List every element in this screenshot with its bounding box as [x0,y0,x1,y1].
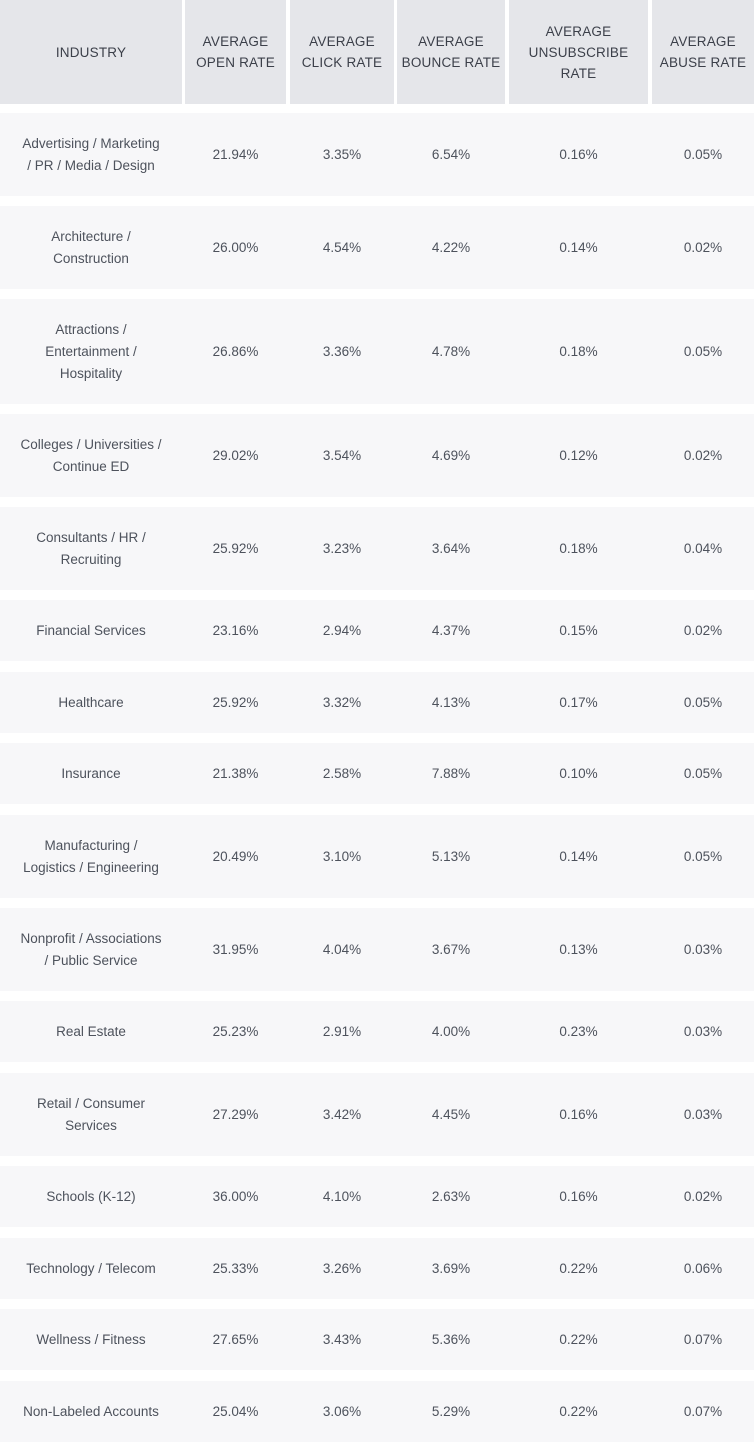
industry-label-line: Consultants / HR / [36,529,146,545]
header-industry [0,0,182,104]
cell-value: 25.23% [212,1023,259,1039]
cell-value: 2.58% [322,765,362,781]
table-row [0,1238,754,1299]
industry-label-line: Retail / Consumer [36,1095,146,1111]
cell-value: 0.15% [559,622,598,638]
cell-value: 0.16% [559,1188,598,1204]
table-row [0,206,754,289]
header-line: RATE [560,65,597,81]
cell-value: 20.49% [212,848,259,864]
table-row [0,414,754,497]
industry-label-line: Logistics / Engineering [23,859,159,875]
cell-bounce-rate [397,206,505,289]
cell-open-rate [185,815,286,898]
cell-abuse-rate [652,1073,754,1156]
industry-label-line: Entertainment / [45,343,137,359]
industry-label-line: Manufacturing / [44,837,138,853]
cell-value: 25.04% [212,1403,259,1419]
industry-label-line: / Public Service [44,952,138,968]
cell-value: 0.14% [559,239,598,255]
table-row [0,299,754,404]
cell-value: 4.78% [431,343,471,359]
cell-unsubscribe-rate [509,1166,648,1227]
cell-value: 3.69% [431,1260,471,1276]
cell-industry [0,1073,182,1156]
cell-value: 3.35% [322,146,362,162]
cell-value: 3.23% [322,540,362,556]
header-click-rate [290,0,394,104]
cell-open-rate [185,1073,286,1156]
cell-value: 0.18% [559,540,598,556]
cell-value: 3.26% [322,1260,362,1276]
cell-unsubscribe-rate [509,815,648,898]
cell-open-rate [185,908,286,991]
industry-label-line: Non-Labeled Accounts [23,1403,159,1419]
cell-value: 2.63% [431,1188,471,1204]
cell-click-rate [290,206,394,289]
cell-value: 0.17% [559,694,598,710]
industry-label-line: Technology / Telecom [26,1260,156,1276]
cell-open-rate [185,1001,286,1062]
cell-abuse-rate [652,743,754,804]
cell-value: 27.65% [212,1331,259,1347]
cell-abuse-rate [652,1381,754,1442]
header-line: AVERAGE [309,34,375,49]
cell-unsubscribe-rate [509,908,648,991]
cell-value: 25.92% [212,540,259,556]
cell-unsubscribe-rate [509,414,648,497]
cell-value: 0.02% [683,239,723,255]
cell-industry [0,507,182,590]
cell-value: 0.10% [559,765,598,781]
cell-value: 25.92% [212,694,259,710]
table-row [0,815,754,898]
cell-unsubscribe-rate [509,206,648,289]
cell-open-rate [185,299,286,404]
cell-value: 6.54% [431,146,471,162]
industry-label-line: Real Estate [56,1023,126,1039]
industry-label-line: Hospitality [59,365,123,381]
cell-bounce-rate [397,908,505,991]
cell-value: 5.36% [431,1331,471,1347]
cell-value: 0.05% [683,765,723,781]
cell-value: 21.38% [212,765,259,781]
cell-abuse-rate [652,672,754,733]
cell-value: 5.13% [431,848,471,864]
cell-abuse-rate [652,1238,754,1299]
cell-open-rate [185,1381,286,1442]
cell-value: 0.07% [683,1331,723,1347]
cell-value: 0.22% [559,1403,598,1419]
cell-value: 26.86% [212,343,259,359]
cell-abuse-rate [652,206,754,289]
cell-bounce-rate [397,1073,505,1156]
cell-unsubscribe-rate [509,507,648,590]
industry-label-line: Nonprofit / Associations [20,930,162,946]
cell-value: 0.05% [683,848,723,864]
cell-open-rate [185,1166,286,1227]
cell-abuse-rate [652,815,754,898]
table-row [0,113,754,196]
cell-unsubscribe-rate [509,1381,648,1442]
cell-unsubscribe-rate [509,1238,648,1299]
cell-click-rate [290,743,394,804]
industry-label-line: Architecture / [51,228,131,244]
cell-unsubscribe-rate [509,600,648,661]
cell-bounce-rate [397,507,505,590]
cell-value: 4.37% [431,622,471,638]
cell-value: 0.16% [559,146,598,162]
cell-bounce-rate [397,1238,505,1299]
header-line: ABUSE RATE [659,55,747,70]
cell-unsubscribe-rate [509,1073,648,1156]
header-line: BOUNCE RATE [401,55,501,70]
header-bounce-rate [397,0,505,104]
table-row [0,1001,754,1062]
cell-open-rate [185,1238,286,1299]
industry-label-line: Colleges / Universities / [20,436,162,452]
industry-label-line: / PR / Media / Design [27,157,155,173]
cell-abuse-rate [652,908,754,991]
cell-industry [0,672,182,733]
cell-value: 3.10% [322,848,362,864]
cell-value: 0.14% [559,848,598,864]
cell-value: 2.94% [322,622,362,638]
cell-abuse-rate [652,414,754,497]
cell-bounce-rate [397,815,505,898]
cell-value: 0.03% [683,1106,723,1122]
cell-value: 4.22% [431,239,471,255]
industry-label-line: Recruiting [60,551,122,567]
header-line: UNSUBSCRIBE [528,44,629,60]
cell-value: 25.33% [212,1260,259,1276]
cell-abuse-rate [652,507,754,590]
cell-bounce-rate [397,1309,505,1370]
cell-value: 0.22% [559,1331,598,1347]
cell-value: 36.00% [212,1188,259,1204]
cell-click-rate [290,908,394,991]
cell-value: 2.91% [322,1023,362,1039]
table-row [0,1166,754,1227]
cell-abuse-rate [652,113,754,196]
cell-bounce-rate [397,1001,505,1062]
cell-unsubscribe-rate [509,113,648,196]
cell-value: 4.00% [431,1023,471,1039]
cell-click-rate [290,1001,394,1062]
cell-value: 7.88% [431,765,471,781]
cell-unsubscribe-rate [509,299,648,404]
cell-bounce-rate [397,1381,505,1442]
cell-value: 4.54% [322,239,362,255]
cell-click-rate [290,1309,394,1370]
header-abuse-rate [652,0,754,104]
cell-value: 0.03% [683,1023,723,1039]
cell-click-rate [290,672,394,733]
cell-click-rate [290,507,394,590]
cell-value: 4.69% [431,447,471,463]
cell-click-rate [290,1238,394,1299]
cell-industry [0,1309,182,1370]
cell-industry [0,113,182,196]
cell-bounce-rate [397,414,505,497]
cell-value: 0.02% [683,1188,723,1204]
cell-value: 4.10% [322,1188,362,1204]
cell-click-rate [290,1381,394,1442]
cell-industry [0,815,182,898]
cell-value: 0.05% [683,343,723,359]
cell-industry [0,414,182,497]
cell-click-rate [290,1166,394,1227]
cell-abuse-rate [652,299,754,404]
table-row [0,743,754,804]
cell-value: 0.02% [683,447,723,463]
industry-label-line: Financial Services [36,622,146,638]
cell-unsubscribe-rate [509,1001,648,1062]
cell-value: 0.04% [683,540,723,556]
cell-industry [0,600,182,661]
cell-industry [0,1238,182,1299]
cell-bounce-rate [397,1166,505,1227]
cell-industry [0,908,182,991]
cell-click-rate [290,1073,394,1156]
table-row [0,600,754,661]
header-open-rate [185,0,286,104]
cell-open-rate [185,743,286,804]
cell-click-rate [290,414,394,497]
cell-value: 0.16% [559,1106,598,1122]
cell-open-rate [185,507,286,590]
cell-value: 0.07% [683,1403,723,1419]
cell-unsubscribe-rate [509,672,648,733]
cell-industry [0,1166,182,1227]
table-row [0,908,754,991]
industry-label-line: Attractions / [55,321,127,337]
header-line: AVERAGE [545,23,612,39]
cell-value: 4.45% [431,1106,471,1122]
cell-value: 0.22% [559,1260,598,1276]
industry-label-line: Schools (K-12) [46,1188,136,1204]
table-row [0,507,754,590]
cell-industry [0,1001,182,1062]
header-line: AVERAGE [202,34,269,49]
cell-bounce-rate [397,672,505,733]
header-line: AVERAGE [418,34,484,49]
cell-open-rate [185,1309,286,1370]
cell-industry [0,299,182,404]
table-row [0,672,754,733]
industry-label-line: Services [65,1117,117,1133]
cell-value: 3.64% [431,540,471,556]
cell-value: 3.43% [322,1331,362,1347]
header-line: OPEN RATE [196,55,275,70]
cell-value: 0.23% [559,1023,598,1039]
cell-bounce-rate [397,113,505,196]
cell-value: 3.32% [322,694,362,710]
cell-value: 0.13% [559,941,598,957]
cell-industry [0,1381,182,1442]
cell-value: 3.36% [322,343,362,359]
cell-value: 26.00% [212,239,259,255]
header-line: AVERAGE [670,34,736,49]
header-line: CLICK RATE [301,55,383,70]
cell-bounce-rate [397,743,505,804]
cell-click-rate [290,600,394,661]
cell-abuse-rate [652,1001,754,1062]
cell-industry [0,206,182,289]
cell-open-rate [185,600,286,661]
cell-value: 0.05% [683,146,723,162]
cell-industry [0,743,182,804]
cell-value: 23.16% [212,622,259,638]
cell-value: 31.95% [212,941,259,957]
cell-value: 0.03% [683,941,723,957]
cell-value: 5.29% [431,1403,471,1419]
cell-open-rate [185,206,286,289]
cell-abuse-rate [652,600,754,661]
cell-value: 27.29% [212,1106,259,1122]
cell-value: 29.02% [212,447,259,463]
cell-unsubscribe-rate [509,743,648,804]
cell-value: 4.13% [431,694,471,710]
cell-bounce-rate [397,299,505,404]
industry-label-line: Healthcare [58,694,124,710]
cell-abuse-rate [652,1166,754,1227]
cell-value: 3.06% [322,1403,362,1419]
industry-label-line: Construction [53,250,129,266]
cell-value: 3.42% [322,1106,362,1122]
cell-bounce-rate [397,600,505,661]
cell-abuse-rate [652,1309,754,1370]
cell-click-rate [290,113,394,196]
cell-value: 0.06% [683,1260,723,1276]
cell-open-rate [185,414,286,497]
cell-value: 0.18% [559,343,598,359]
cell-value: 0.12% [559,447,598,463]
cell-click-rate [290,815,394,898]
cell-value: 0.05% [683,694,723,710]
cell-open-rate [185,672,286,733]
cell-value: 4.04% [322,941,362,957]
cell-value: 3.54% [322,447,362,463]
header-line: INDUSTRY [55,44,127,60]
cell-unsubscribe-rate [509,1309,648,1370]
industry-label-line: Continue ED [52,458,130,474]
cell-value: 3.67% [431,941,471,957]
cell-click-rate [290,299,394,404]
header-unsubscribe-rate [509,0,648,104]
cell-open-rate [185,113,286,196]
table-row [0,1381,754,1442]
table-row [0,1309,754,1370]
industry-label-line: Insurance [61,765,121,781]
cell-value: 0.02% [683,622,723,638]
industry-label-line: Wellness / Fitness [36,1331,146,1347]
industry-label-line: Advertising / Marketing [22,135,160,151]
cell-value: 21.94% [212,146,259,162]
table-row [0,1073,754,1156]
